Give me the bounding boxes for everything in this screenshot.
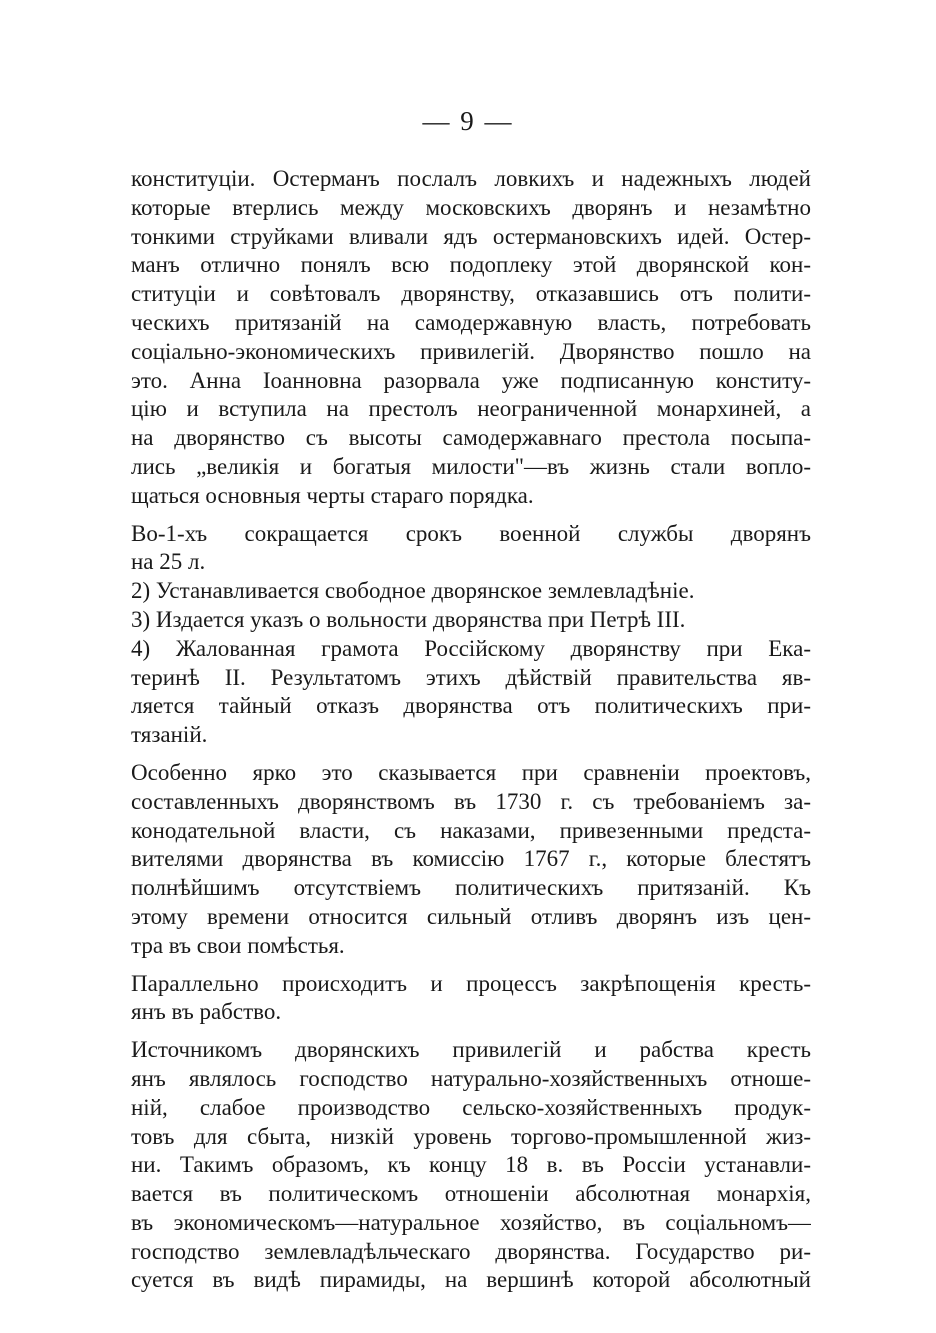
text-line: щаться основныя черты стараго порядка. (131, 482, 534, 508)
text-line: янъ въ рабство. (131, 999, 282, 1025)
text-line: вается въ политическомъ отношеніи абсолютная монархія, (131, 1181, 811, 1207)
text-line: суется въ видѣ пирамиды, на вершинѣ которой абсолютный (131, 1267, 811, 1293)
text-line: манъ отлично понялъ всю подоплеку этой дворянской кон- (131, 252, 811, 278)
text-line: лись „великія и богатыя милости"—въ жизнь стали вопло- (131, 453, 811, 479)
text-line: 4) Жалованная грамота Россійскому дворянству при Ека- (131, 635, 811, 661)
text-line: конституціи. Остерманъ послалъ ловкихъ и надежныхъ людей (131, 166, 811, 191)
text-line: янъ являлось господство натурально-хозяйственныхъ отноше- (131, 1065, 811, 1091)
text-line: Источникомъ дворянскихъ привилегій и рабства кресть (131, 1037, 811, 1063)
body-text (131, 165, 811, 1295)
text-line: господство землевладѣльческаго дворянства. Государство ри- (131, 1238, 811, 1264)
text-line: это. Анна Іоанновна разорвала уже подписанную конститу- (131, 367, 811, 393)
page-number: — 9 — (422, 106, 514, 136)
text-line: въ экономическомъ—натуральное хозяйство, въ соціальномъ— (131, 1209, 811, 1235)
text-line: теринѣ II. Результатомъ этихъ дѣйствій правительства яв- (131, 664, 811, 690)
text-line: ній, слабое производство сельско-хозяйственныхъ продук- (131, 1094, 811, 1120)
text-line: на 25 л. (131, 549, 206, 575)
text-line: ституціи и совѣтовалъ дворянству, отказавшись отъ полити- (131, 281, 811, 307)
text-line: ляется тайный отказъ дворянства отъ политическихъ при- (131, 693, 811, 719)
text-line: на дворянство съ высоты самодержавнаго престола посыпа- (131, 425, 811, 451)
text-line: ческихъ притязаній на самодержавную власть, потребовать (131, 309, 811, 335)
text-line: тонкими струйками вливали ядъ остермановскихъ идей. Остер- (131, 223, 811, 249)
text-line: Во-1-хъ сокращается срокъ военной службы дворянъ (131, 520, 811, 546)
text-line: цію и вступила на престолъ неограниченной монархиней, а (131, 396, 811, 422)
text-line: Особенно ярко это сказывается при сравненіи проектовъ, (131, 759, 811, 785)
text-line: которые втерлись между московскихъ дворянъ и незамѣтно (131, 194, 811, 220)
text-line: тязаній. (131, 722, 208, 748)
text-line: 3) Издается указъ о вольности дворянства при Петрѣ III. (131, 606, 686, 632)
text-line: полнѣйшимъ отсутствіемъ политическихъ притязаній. Къ (131, 875, 811, 901)
text-line: 2) Устанавливается свободное дворянское землевладѣніе. (131, 578, 695, 604)
text-line: соціально-экономическихъ привилегій. Дворянство пошло на (131, 338, 811, 364)
text-line: Параллельно происходитъ и процессъ закрѣпощенія кресть- (131, 970, 811, 996)
text-line: конодательной власти, съ наказами, привезенными предста- (131, 817, 811, 843)
text-line: тра въ свои помѣстья. (131, 932, 345, 958)
text-line: составленныхъ дворянствомъ въ 1730 г. съ требованіемъ за- (131, 788, 811, 814)
text-line: этому времени относится сильный отливъ дворянъ изъ цен- (131, 903, 811, 929)
text-line: ни. Такимъ образомъ, къ концу 18 в. въ Россіи устанавли- (131, 1152, 811, 1178)
text-line: товъ для сбыта, низкій уровень торгово-промышленной жиз- (131, 1123, 811, 1149)
text-line: вителями дворянства въ комиссію 1767 г., которые блестятъ (131, 846, 811, 872)
